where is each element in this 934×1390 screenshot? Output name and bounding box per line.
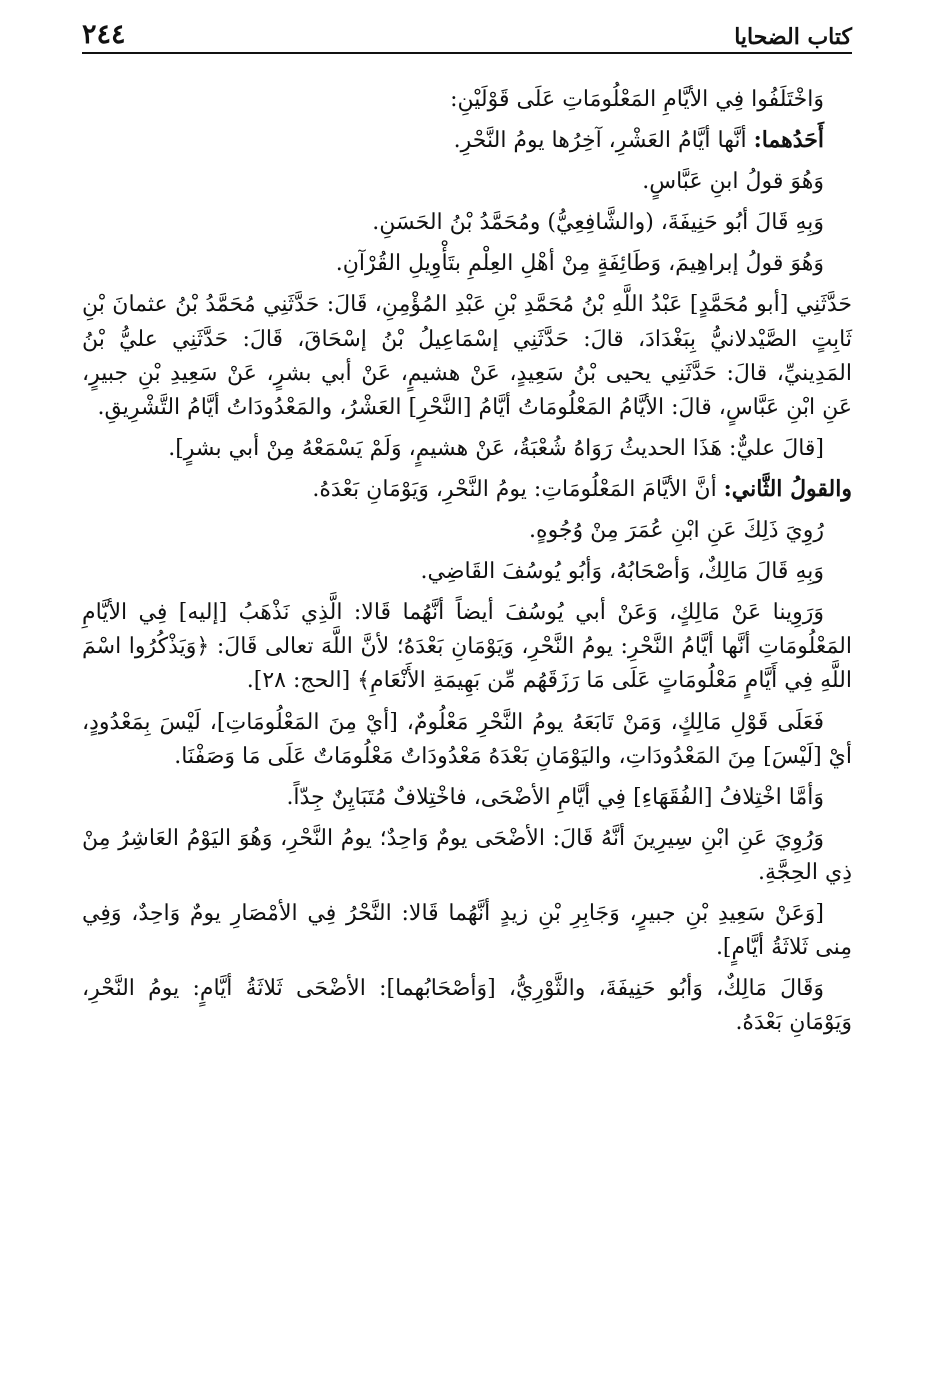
paragraph (82, 513, 852, 548)
paragraph-isnad (82, 287, 852, 424)
paragraph-text: رُوِيَ ذَلِكَ عَنِ ابْنِ عُمَرَ مِنْ وُجُوهٍ. (529, 518, 824, 544)
paragraph (82, 821, 852, 890)
paragraph-text: حَدَّثَنِي [أبو مُحَمَّدٍ] عَبْدُ اللَّهِ بْنُ مُحَمَّدِ بْنِ عَبْدِ المُؤْمِنِ، قَالَ: حَدَّثَنِي مُحَمَّدُ بْنُ عثمانَ بْنِ ثَابِتٍ الصَّيْدلانيُّ بِبَغْدَادَ، قالَ: حَدَّثَنِي إسْمَاعِيلُ بْنُ إسْحَاقَ، قَالَ: حَدَّثَنِي عليُّ بْنُ المَدِينيِّ، قالَ: حَدَّثَنِي يحيى بْنُ سَعِيدٍ، عَنْ هشيمٍ، عَنْ أبي بشرٍ، عَنْ سَعِيدِ بْنِ جبيرٍ، عَنِ ابْنِ عَبَّاسٍ، قالَ: الأيَّامُ المَعْلُومَاتُ أيَّامُ [النَّحْرِ] العَشْرُ، والمَعْدُودَاتُ أيَّامُ التَّشْرِيقِ. (82, 292, 852, 420)
page-header (82, 14, 852, 54)
paragraph (82, 705, 852, 774)
paragraph-text: وَهُوَ قولُ إبراهِيمَ، وَطَائِفَةٍ مِنْ أهْلِ العِلْمِ بتَأْوِيلِ القُرْآنِ. (335, 251, 824, 277)
paragraph-text: أنَّ الأيَّامَ المَعْلُومَاتِ: يومُ النَّحْرِ، وَيَوْمَانِ بَعْدَهُ. (312, 476, 724, 502)
paragraph (82, 205, 852, 240)
paragraph-lead: أَحَدُهما: (753, 127, 824, 154)
paragraph-with-ayah (82, 595, 852, 698)
paragraph (82, 896, 852, 965)
paragraph-text: وَأمَّا اخْتِلافُ [الفُقَهَاءِ] فِي أيَّامِ الأضْحَى، فاخْتِلافٌ مُتَبَايِنٌ جِدّاً. (286, 784, 824, 810)
paragraph (82, 82, 852, 117)
paragraph (82, 431, 852, 466)
paragraph-text: [قالَ عليٌّ: هَذَا الحديثُ رَوَاهُ شُعْبَةُ، عَنْ هشيمٍ، وَلَمْ يَسْمَعْهُ مِنْ أبي بشرٍ]. (168, 435, 824, 461)
paragraph (82, 554, 852, 589)
paragraph-text: [وَعَنْ سَعِيدِ بْنِ جبيرٍ، وَجَابِرِ بْنِ زيدٍ أنَّهُما قَالا: النَّحْرُ فِي الأمْصَارِ يومٌ وَاحِدٌ، وَفِي مِنى ثَلاثَةُ أيَّامٍ]. (82, 900, 852, 961)
paragraph (82, 246, 852, 281)
page-body (82, 82, 852, 1046)
paragraph-text: وَاخْتَلَفُوا فِي الأيَّامِ المَعْلُومَاتِ عَلَى قَوْلَيْنِ: (450, 87, 824, 112)
paragraph-text: وَهُوَ قولُ ابنِ عَبَّاسٍ. (642, 169, 824, 195)
paragraph (82, 780, 852, 815)
paragraph (82, 971, 852, 1040)
paragraph (82, 123, 852, 158)
paragraph (82, 472, 852, 507)
paragraph-text: وَرُوِيَ عَنِ ابْنِ سِيرِينَ أنَّهُ قَالَ: الأضْحَى يومٌ وَاحِدٌ؛ يومُ النَّحْرِ، وَهُوَ اليَوْمُ العَاشِرُ مِنْ ذِي الحِجَّةِ. (82, 825, 852, 885)
paragraph-lead: والقولُ الثَّاني: (723, 475, 852, 502)
paragraph-text: وَقَالَ مَالِكٌ، وَأبُو حَنِيفَةَ، والثَّوْرِيُّ، [وَأصْحَابُهما]: الأضْحَى ثَلاثَةُ أيَّامٍ: يومُ النَّحْرِ، وَيَوْمَانِ بَعْدَهُ. (82, 976, 852, 1036)
paragraph-text: فَعَلَى قَوْلِ مَالِكٍ، وَمَنْ تَابَعَهُ يومُ النَّحْرِ مَعْلُومٌ، [أيْ مِنَ المَعْلُومَاتِ]، لَيْسَ بِمَعْدُودٍ، أيْ [لَيْسَ] مِنَ المَعْدُودَاتِ، واليَوْمَانِ بَعْدَهُ مَعْدُودَاتٌ مَعْلُومَاتٌ عَلَى مَا وَصَفْنَا. (82, 709, 852, 769)
paragraph-text: وَبِهِ قَالَ مَالِكٌ، وَأصْحَابُهُ، وَأبُو يُوسُفَ القَاضِي. (420, 559, 824, 585)
paragraph (82, 164, 852, 199)
page-number: ٢٤٤ (82, 19, 126, 50)
paragraph-text: أنَّها أيَّامُ العَشْرِ، آخِرُها يومُ النَّحْرِ. (453, 128, 754, 154)
book-title: كتاب الضحايا (734, 24, 852, 50)
paragraph-text: وَرَوِينا عَنْ مَالِكٍ، وَعَنْ أبي يُوسُفَ أيضاً أنَّهُما قَالا: الَّذِي نَذْهَبُ [إليه] فِي الأيَّامِ المَعْلُومَاتِ أنَّها أيَّامُ النَّحْرِ: يومُ النَّحْرِ، وَيَوْمَانِ بَعْدَهُ؛ لأنَّ اللَّهَ تعالى قَالَ: ﴿وَيَذْكُرُوا اسْمَ اللَّهِ فِي أَيَّامٍ مَعْلُومَاتٍ عَلَى مَا رَزَقَهُم مِّن بَهِيمَةِ الأَنْعَامِ﴾ [الحج: ٢٨]. (82, 600, 852, 694)
paragraph-text: وَبِهِ قَالَ أبُو حَنِيفَةَ، (والشَّافِعِيُّ) ومُحَمَّدُ بْنُ الحَسَنِ. (372, 210, 824, 236)
